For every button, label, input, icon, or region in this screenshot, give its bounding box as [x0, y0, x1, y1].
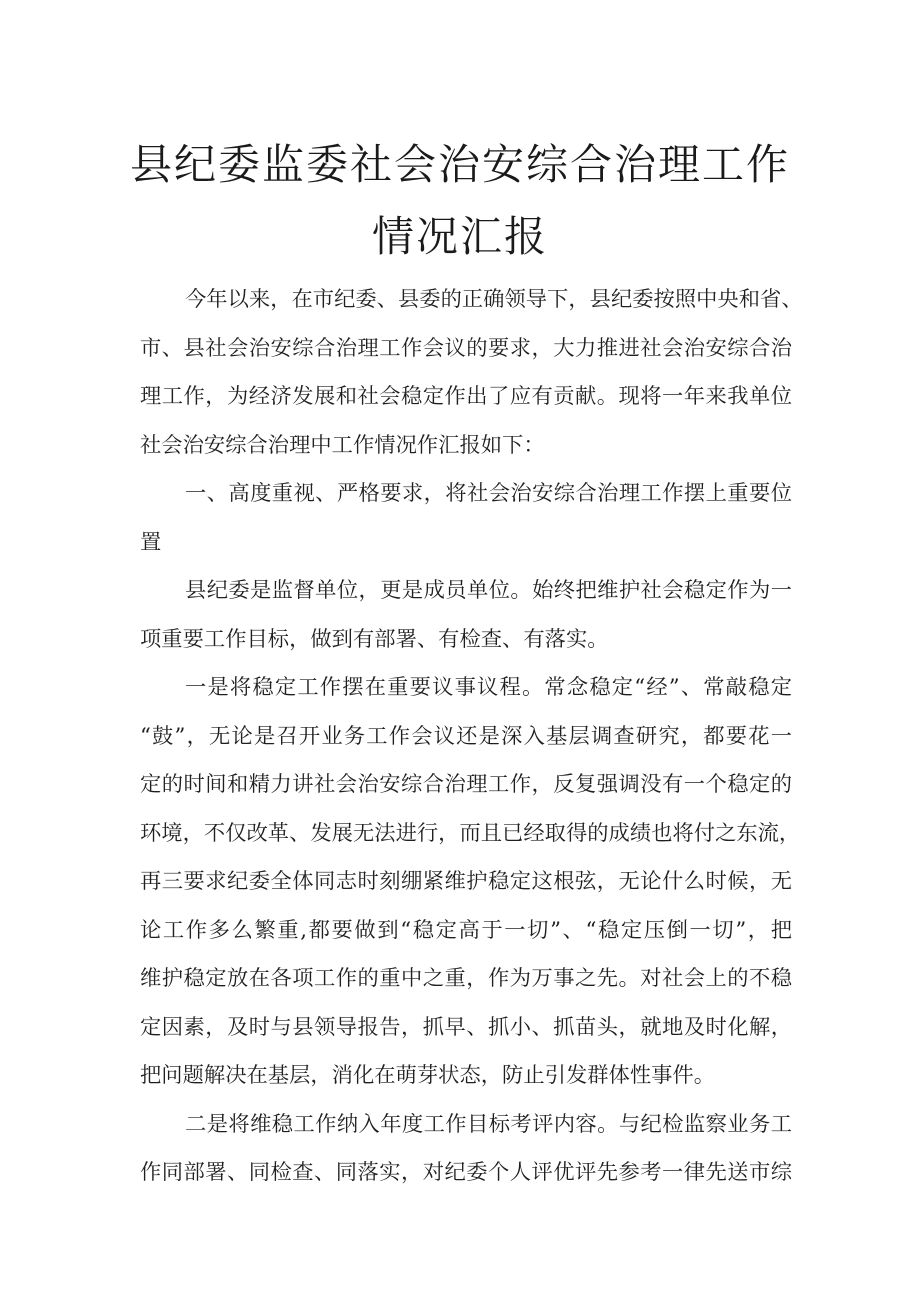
body-line: 理工作，为经济发展和社会稳定作出了应有贡献。现将一年来我单位 — [140, 384, 792, 409]
document-title-line-2: 情况汇报 — [371, 212, 548, 261]
body-line: 定的时间和精力讲社会治安综合治理工作，反复强调没有一个稳定的 — [140, 772, 792, 797]
body-line: 维护稳定放在各项工作的重中之重，作为万事之先。对社会上的不稳 — [140, 966, 792, 991]
body-line: 今年以来，在市纪委、县委的正确领导下，县纪委按照中央和省、 — [185, 287, 803, 312]
body-line: 把问题解决在基层，消化在萌芽状态，防止引发群体性事件。 — [140, 1063, 716, 1088]
body-line: 环境，不仅改革、发展无法进行，而且已经取得的成绩也将付之东流， — [140, 820, 801, 846]
body-line: “鼓”，无论是召开业务工作会议还是深入基层调查研究，都要花一 — [140, 723, 792, 749]
body-line: 论工作多么繁重,都要做到“稳定高于一切”、“稳定压倒一切”，把 — [140, 917, 792, 943]
body-line: 项重要工作目标，做到有部署、有检查、有落实。 — [140, 626, 609, 652]
body-line: 二是将维稳工作纳入年度工作目标考评内容。与纪检监察业务工 — [185, 1111, 792, 1137]
body-line: 一是将稳定工作摆在重要议事议程。常念稳定“经”、常敲稳定 — [185, 675, 792, 700]
body-line: 作同部署、同检查、同落实，对纪委个人评优评先参考一律先送市综 — [140, 1160, 792, 1185]
body-line: 社会治安综合治理中工作情况作汇报如下： — [140, 432, 545, 458]
section-heading-line: 一、高度重视、严格要求，将社会治安综合治理工作摆上重要位 — [185, 481, 792, 506]
body-line: 县纪委是监督单位，更是成员单位。始终把维护社会稳定作为一 — [185, 578, 792, 603]
section-heading-line: 置 — [140, 529, 162, 555]
document-body — [140, 276, 803, 1198]
document-title-line-1: 县纪委监委社会治安综合治理工作 — [129, 140, 790, 189]
body-line: 定因素，及时与县领导报告，抓早、抓小、抓苗头，就地及时化解， — [140, 1014, 792, 1040]
body-line: 市、县社会治安综合治理工作会议的要求，大力推进社会治安综合治 — [140, 335, 792, 361]
body-line: 再三要求纪委全体同志时刻绷紧维护稳定这根弦，无论什么时候，无 — [140, 869, 792, 894]
